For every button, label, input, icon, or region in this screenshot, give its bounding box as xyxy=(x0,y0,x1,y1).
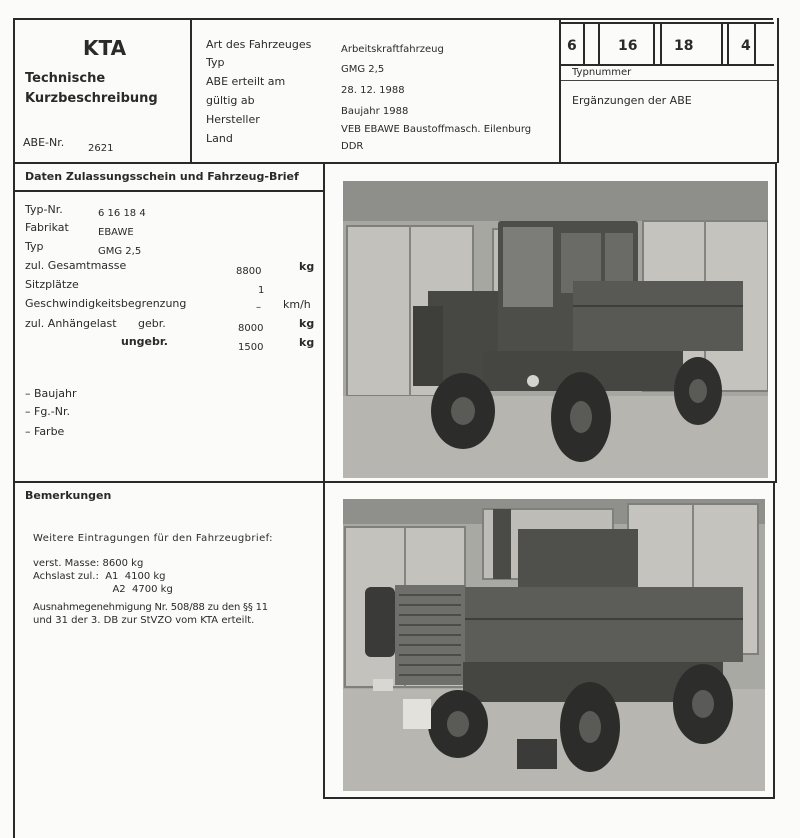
daten-value-ungebremst: 1500 xyxy=(238,342,264,353)
daten-label-fabrikat: Fabrikat xyxy=(25,221,69,234)
bemerkungen-line-1: verst. Masse: 8600 kg xyxy=(33,558,144,569)
typnummer-digit-3: 18 xyxy=(674,38,694,54)
abe-value: 2621 xyxy=(88,143,114,154)
field-value-hersteller: VEB EBAWE Baustoffmasch. Eilenburg xyxy=(341,124,532,135)
field-value-art: Arbeitskraftfahrzeug xyxy=(341,44,444,55)
field-label-hersteller: Hersteller xyxy=(206,113,260,126)
frame-left-upper xyxy=(13,18,15,481)
frame-right-header xyxy=(777,18,779,163)
daten-label-gesamtmasse: zul. Gesamtmasse xyxy=(25,259,127,272)
typnummer-digit-1: 6 xyxy=(567,38,577,54)
field-value-typ: GMG 2,5 xyxy=(341,64,385,75)
daten-label-typnr: Typ-Nr. xyxy=(25,203,63,216)
section-divider xyxy=(13,481,777,483)
photo-front-drawing xyxy=(343,181,768,478)
field-label-land: Land xyxy=(206,132,233,145)
photo-bottom-line xyxy=(323,797,775,799)
doc-title-line2: Kurzbeschreibung xyxy=(25,91,158,106)
daten-extra-baujahr: – Baujahr xyxy=(25,387,77,400)
photo-rear-vehicle xyxy=(343,499,765,791)
field-value-baujahr: Baujahr 1988 xyxy=(341,106,409,117)
abe-label: ABE-Nr. xyxy=(23,136,65,149)
typnummer-digit-2: 16 xyxy=(618,38,638,54)
daten-label-anhaengelast: zul. Anhängelast xyxy=(25,317,117,330)
daten-sub-ungebremst: ungebr. xyxy=(121,335,168,348)
bemerkungen-heading: Bemerkungen xyxy=(25,489,112,502)
typnummer-divider-2 xyxy=(598,22,600,64)
frame-left-lower xyxy=(13,481,15,838)
typnummer-box-bottom xyxy=(561,64,774,66)
org-name: KTA xyxy=(83,36,127,60)
typnummer-label-underline xyxy=(561,80,777,81)
frame-right-mid xyxy=(775,163,777,481)
frame-right-lower xyxy=(773,481,775,799)
doc-title-line1: Technische xyxy=(25,71,106,86)
bemerkungen-line-5: und 31 der 3. DB zur StVZO vom KTA erteilt. xyxy=(33,615,255,626)
frame-top xyxy=(13,18,773,20)
daten-unit-ungebremst: kg xyxy=(299,336,315,349)
daten-sub-gebremst: gebr. xyxy=(138,317,166,330)
bemerkungen-intro: Weitere Eintragungen für den Fahrzeugbrief: xyxy=(33,533,273,544)
typnummer-divider-4 xyxy=(660,22,662,64)
field-label-typ: Typ xyxy=(206,56,225,69)
bemerkungen-line-4: Ausnahmegenehmigung Nr. 508/88 zu den §§ 11 xyxy=(33,602,268,613)
daten-label-geschwindigkeit: Geschwindigkeitsbegrenzung xyxy=(25,297,187,310)
typnummer-divider-5 xyxy=(721,22,723,64)
daten-heading: Daten Zulassungsschein und Fahrzeug-Brief xyxy=(25,170,299,183)
typnummer-box-top xyxy=(561,22,774,24)
typnummer-divider-3 xyxy=(653,22,655,64)
daten-value-fabrikat: EBAWE xyxy=(98,227,134,238)
daten-label-typ: Typ xyxy=(25,240,44,253)
daten-heading-underline xyxy=(13,190,323,192)
daten-extra-farbe: – Farbe xyxy=(25,425,65,438)
daten-value-typnr: 6 16 18 4 xyxy=(98,208,146,219)
daten-unit-geschwindigkeit: km/h xyxy=(283,298,311,311)
typnummer-divider-7 xyxy=(754,22,756,64)
photo-front-vehicle xyxy=(343,181,768,478)
daten-value-geschwindigkeit: – xyxy=(256,302,261,313)
header-bottom-line xyxy=(13,162,777,164)
typnummer-divider-1 xyxy=(583,22,585,64)
daten-value-typ: GMG 2,5 xyxy=(98,246,142,257)
ergaenzungen-label: Ergänzungen der ABE xyxy=(572,94,692,107)
daten-value-sitzplaetze: 1 xyxy=(258,285,265,296)
bemerkungen-line-2: Achslast zul.: A1 4100 kg xyxy=(33,571,166,582)
typnummer-divider-6 xyxy=(727,22,729,64)
bemerkungen-line-3: A2 4700 kg xyxy=(33,584,173,595)
typnummer-label: Typnummer xyxy=(572,67,632,78)
daten-value-gesamtmasse: 8800 xyxy=(236,266,262,277)
daten-label-sitzplaetze: Sitzplätze xyxy=(25,278,79,291)
header-col-divider-1 xyxy=(190,18,192,163)
field-label-art: Art des Fahrzeuges xyxy=(206,38,312,51)
typnummer-digit-4: 4 xyxy=(741,38,751,54)
header-col-divider-2 xyxy=(559,18,561,163)
field-value-gueltig: 28. 12. 1988 xyxy=(341,85,405,96)
daten-value-gebremst: 8000 xyxy=(238,323,264,334)
field-label-gueltig: gültig ab xyxy=(206,94,255,107)
daten-unit-gesamtmasse: kg xyxy=(299,260,315,273)
daten-extra-fgnr: – Fg.-Nr. xyxy=(25,405,71,418)
field-label-abe-erteilt: ABE erteilt am xyxy=(206,75,286,88)
photo-rear-drawing xyxy=(343,499,765,791)
field-value-land: DDR xyxy=(341,141,364,152)
daten-unit-gebremst: kg xyxy=(299,317,315,330)
